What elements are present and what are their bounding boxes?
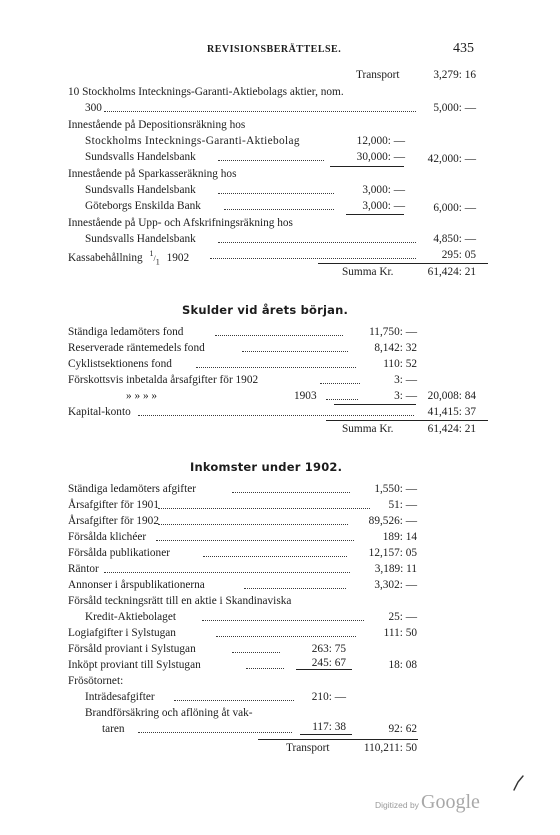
income-row-6-label: Räntor [68, 563, 99, 575]
dot-leader [104, 572, 350, 573]
income-row-3-sub: 89,526: — [368, 515, 417, 527]
income-row-1-label: Ständiga ledamöters afgifter [68, 483, 196, 495]
stock-line-1: 10 Stockholms Intecknings-Garanti-Aktiebolags aktier, nom. [68, 86, 344, 98]
liabilities-summa-amount: 61,424: 21 [427, 423, 476, 435]
income-row-3-label: Årsafgifter för 1902 [68, 515, 159, 527]
total-rule [326, 420, 488, 421]
dot-leader [232, 652, 280, 653]
savings-row-2-sub: 3,000: — [362, 200, 405, 212]
dot-leader [320, 383, 360, 384]
liability-row-2-label: Reserverade räntemedels fond [68, 342, 205, 354]
google-watermark: Google [421, 791, 480, 813]
fraction-numerator: 1 [149, 249, 154, 258]
dot-leader [203, 556, 347, 557]
assets-summa-amount: 61,424: 21 [427, 266, 476, 278]
liability-row-4-sub: 3: — [394, 374, 417, 386]
savings-row-1-label: Sundsvalls Handelsbank [85, 184, 196, 196]
frosotornet-heading: Frösötornet: [68, 675, 124, 687]
dot-leader [218, 242, 416, 243]
cash-amount: 295: 05 [441, 249, 476, 261]
page-number: 435 [453, 41, 474, 56]
income-row-1-sub: 1,550: — [374, 483, 417, 495]
frosotornet-row-2-line-1: Brandförsäkring och aflöning åt vak- [85, 707, 253, 719]
income-heading: Inkomster under 1902. [190, 460, 343, 474]
frosotornet-row-1-label: Inträdesafgifter [85, 691, 155, 703]
digitized-by-label: Digitized by [375, 800, 419, 810]
subtotal-rule [334, 404, 416, 405]
deposit-heading: Innestående på Depositionsräkning hos [68, 119, 246, 131]
liability-row-5-amount: 20,008: 84 [427, 390, 476, 402]
income-row-2-label: Årsafgifter för 1901 [68, 499, 159, 511]
transport-in-amount: 3,279: 16 [433, 69, 476, 81]
running-header: REVISIONSBERÄTTELSE. [207, 44, 342, 55]
fraction-slash: / [153, 253, 156, 263]
savings-row-1-sub: 3,000: — [362, 184, 405, 196]
income-row-9-sub: 111: 50 [383, 627, 417, 639]
income-row-2-sub: 51: — [388, 499, 417, 511]
dot-leader [242, 351, 348, 352]
income-row-5-label: Försålda publikationer [68, 547, 170, 559]
total-rule [258, 739, 418, 740]
assets-summa-label: Summa Kr. [342, 266, 394, 278]
dot-leader [202, 620, 364, 621]
liability-row-1-label: Ständiga ledamöters fond [68, 326, 184, 338]
income-row-7-sub: 3,302: — [374, 579, 417, 591]
transport-out-label: Transport [286, 742, 330, 754]
liability-row-1-sub: 11,750: — [369, 326, 417, 338]
uppsagning-row-1-label: Sundsvalls Handelsbank [85, 233, 196, 245]
income-row-4-sub: 189: 14 [382, 531, 417, 543]
liability-row-5-year: 1903 [294, 390, 317, 402]
dot-leader [138, 732, 292, 733]
dot-leader [174, 700, 294, 701]
income-row-11-inner: 245: 67 [311, 657, 346, 669]
pencil-mark-icon [512, 772, 526, 792]
dot-leader [218, 193, 334, 194]
frosotornet-row-2-inner: 117: 38 [312, 721, 346, 733]
dot-leader [246, 668, 284, 669]
liability-row-5-ditto: » » » » [126, 390, 158, 402]
uppsagning-amount: 4,850: — [433, 233, 476, 245]
deposit-row-1-sub: 12,000: — [356, 135, 405, 147]
income-row-8-sub: 25: — [388, 611, 417, 623]
liabilities-heading: Skulder vid årets början. [182, 303, 349, 317]
dot-leader [196, 367, 356, 368]
dot-leader [104, 111, 416, 112]
dot-leader [156, 540, 354, 541]
deposit-row-1-label: Stockholms Intecknings-Garanti-Aktiebolag [85, 135, 300, 147]
frosotornet-row-2-line-2: taren [102, 723, 125, 735]
liability-row-3-label: Cyklistsektionens fond [68, 358, 172, 370]
dot-leader [218, 160, 324, 161]
income-row-5-sub: 12,157: 05 [368, 547, 417, 559]
frosotornet-row-1-inner: 210: — [311, 691, 346, 703]
stock-amount: 5,000: — [433, 102, 476, 114]
transport-out-amount: 110,211: 50 [363, 742, 417, 754]
income-row-4-label: Försålda klichéer [68, 531, 147, 543]
transport-in-label: Transport [356, 69, 400, 81]
dot-leader [138, 415, 414, 416]
dot-leader [158, 524, 348, 525]
kapital-amount: 41,415: 37 [427, 406, 476, 418]
income-row-11-label: Inköpt proviant till Sylstugan [68, 659, 201, 671]
income-row-10-label: Försåld proviant i Sylstugan [68, 643, 196, 655]
savings-row-2-label: Göteborgs Enskilda Bank [85, 200, 201, 212]
income-row-10-inner: 263: 75 [311, 643, 346, 655]
deposit-amount: 42,000: — [427, 153, 476, 165]
dot-leader [244, 588, 346, 589]
dot-leader [216, 636, 356, 637]
deposit-row-2-label: Sundsvalls Handelsbank [85, 151, 196, 163]
subtotal-rule [346, 214, 404, 215]
income-row-11-sub: 18: 08 [388, 659, 417, 671]
cash-year: 1902 [166, 251, 190, 264]
income-row-9-label: Logiafgifter i Sylstugan [68, 627, 176, 639]
dot-leader [224, 209, 334, 210]
liability-row-3-sub: 110: 52 [383, 358, 417, 370]
subtotal-rule [330, 166, 404, 167]
cash-fraction [149, 249, 160, 267]
dot-leader [158, 508, 370, 509]
income-row-8-line-1: Försåld teckningsrätt till en aktie i Skandinaviska [68, 595, 292, 607]
kapital-label: Kapital-konto [68, 406, 131, 418]
subtotal-rule [300, 734, 352, 735]
income-row-6-sub: 3,189: 11 [374, 563, 417, 575]
fraction-denominator: 1 [155, 257, 160, 267]
cash-label [68, 250, 189, 266]
savings-amount: 6,000: — [433, 202, 476, 214]
liability-row-4-label: Förskottsvis inbetalda årsafgifter för 1902 [68, 374, 259, 386]
total-rule [318, 263, 488, 264]
savings-heading: Innestående på Sparkasseräkning hos [68, 168, 237, 180]
liabilities-summa-label: Summa Kr. [342, 423, 394, 435]
dot-leader [326, 399, 358, 400]
dot-leader [210, 258, 416, 259]
dot-leader [215, 335, 343, 336]
income-row-8-line-2: Kredit-Aktiebolaget [85, 611, 176, 623]
deposit-row-2-sub: 30,000: — [356, 151, 405, 163]
income-row-7-label: Annonser i årspublikationerna [68, 579, 205, 591]
frosotornet-row-2-sub: 92: 62 [388, 723, 417, 735]
liability-row-2-sub: 8,142: 32 [374, 342, 417, 354]
uppsagning-heading: Innestående på Upp- och Afskrifningsräkning hos [68, 217, 293, 229]
subtotal-rule [296, 669, 352, 670]
stock-line-2-label: 300 [85, 102, 102, 114]
cash-label-text: Kassabehållning [68, 251, 143, 264]
dot-leader [232, 492, 350, 493]
liability-row-5-sub: 3: — [394, 390, 417, 402]
